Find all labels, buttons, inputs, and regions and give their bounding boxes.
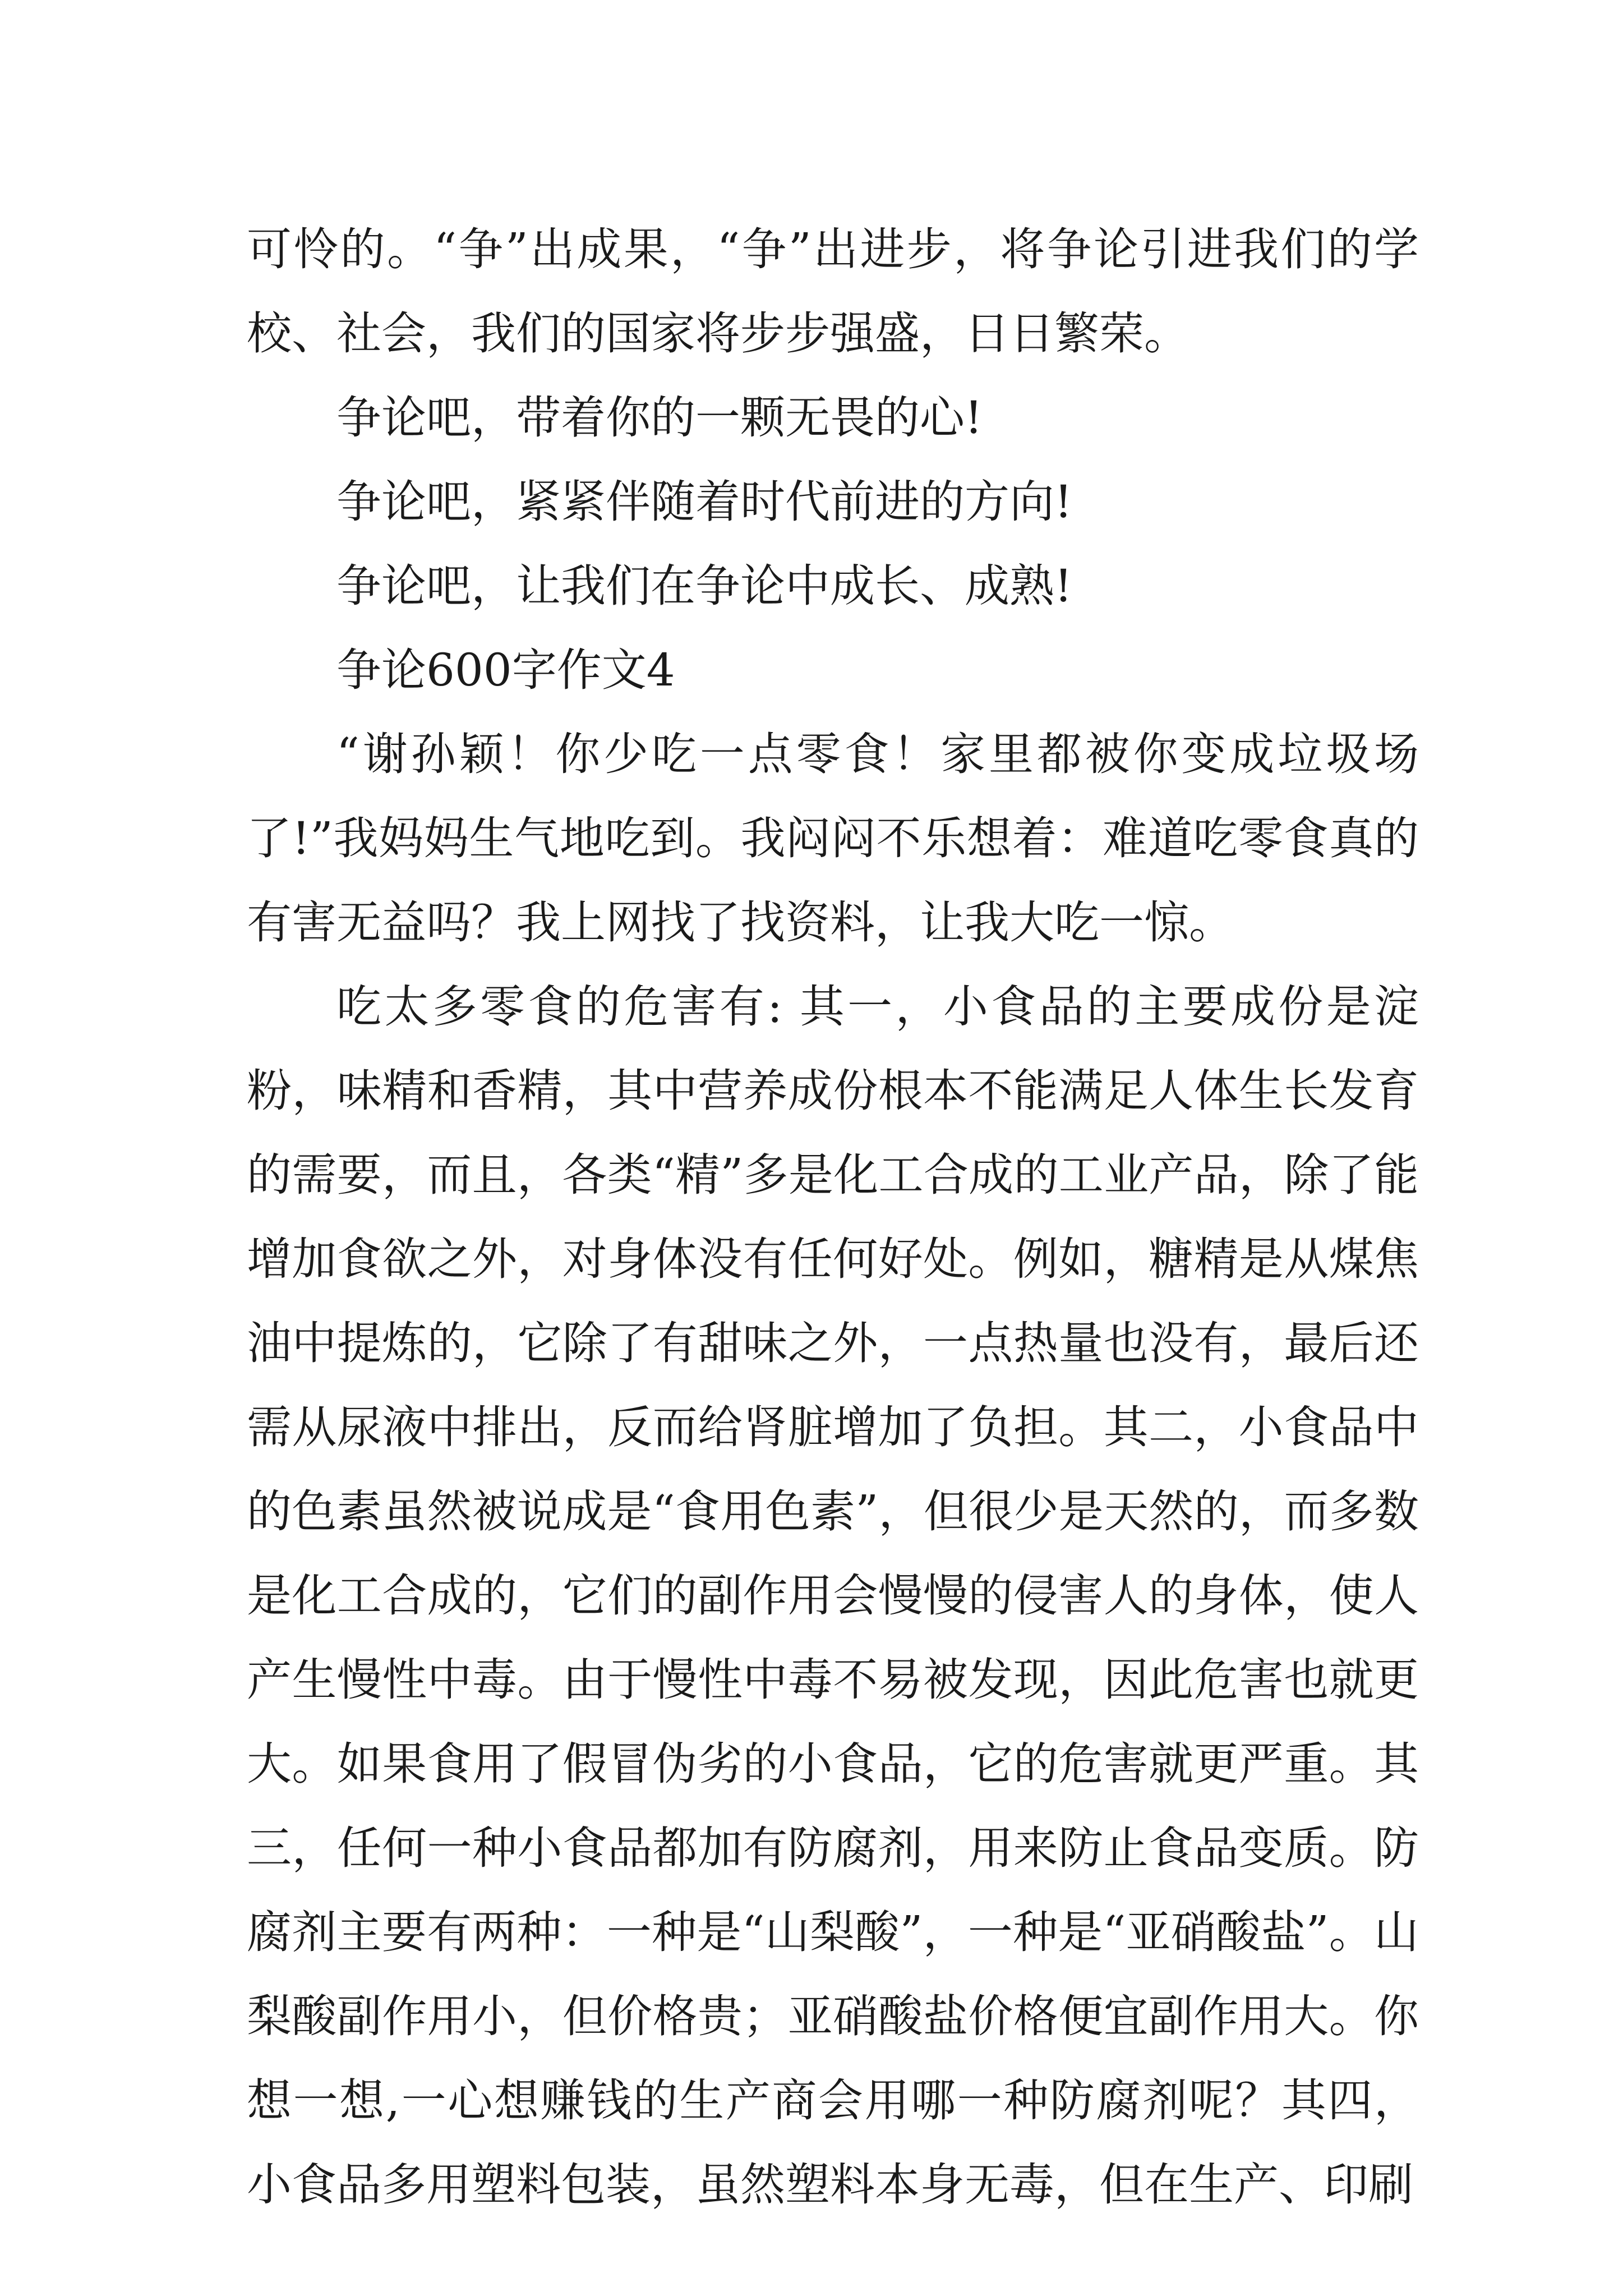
article-body (247, 208, 1419, 2227)
paragraph-opening: “谢孙颖！你少吃一点零食！家里都被你变成垃圾场了!”我妈妈生气地吃到。我闷闷不乐想着：难道吃零食真的有害无益吗？我上网找了找资料，让我大吃一惊。 (247, 728, 1419, 949)
paragraph-exclamation-1: 争论吧，带着你的一颗无畏的心! (336, 392, 983, 444)
paragraph-exclamation-2: 争论吧，紧紧伴随着时代前进的方向! (336, 476, 1073, 528)
paragraph-continuation: 可怜的。“争”出成果，“争”出进步，将争论引进我们的学校、社会，我们的国家将步步强盛，日日繁荣。 (247, 223, 1419, 360)
essay-title: 争论600字作文4 (336, 644, 675, 696)
paragraph-exclamation-3: 争论吧，让我们在争论中成长、成熟! (336, 560, 1073, 612)
paragraph-hazards: 吃太多零食的危害有: 其一，小食品的主要成份是淀粉，味精和香精，其中营养成份根本不能满足人体生长发育的需要，而且，各类“精”多是化工合成的工业产品，除了能增加食欲之外，对身体没有任何好处。例如，糖精是从煤焦油中提炼的，它除了有甜味之外，一点热量也没有，最后还需从尿液中排出，反而给肾脏增加了负担。其二，小食品中的色素虽然被说成是“食用色素”，但很少是天然的，而多数是化工合成的，它们的副作用会慢慢的侵害人的身体，使人产生慢性中毒。由于慢性中毒不易被发现，因此危害也就更大。如果食用了假冒伪劣的小食品，它的危害就更严重。其三，任何一种小食品都加有防腐剂，用来防止食品变质。防腐剂主要有两种：一种是“山梨酸”，一种是“亚硝酸盐”。山梨酸副作用小，但价格贵；亚硝酸盐价格便宜副作用大。你想一想,一心想赚钱的生产商会用哪一种防腐剂呢？其四，小食品多用塑料包装，虽然塑料本身无毒，但在生产、印刷 (247, 981, 1419, 2211)
